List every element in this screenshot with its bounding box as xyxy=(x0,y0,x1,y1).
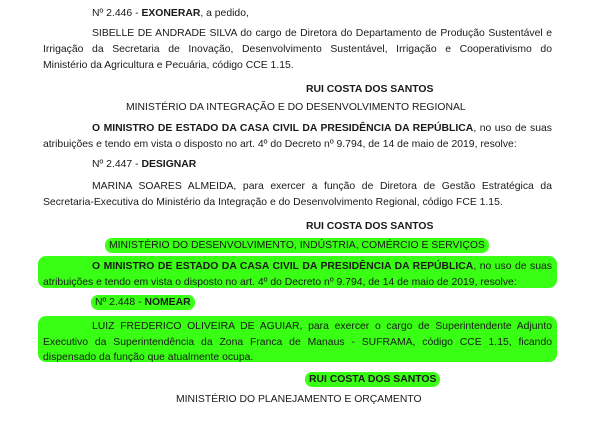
highlighted-text: RUI COSTA DOS SANTOS xyxy=(306,373,439,386)
paragraph-text: , no uso de suas xyxy=(473,261,552,272)
paragraph-line: atribuições e tendo em vista o disposto no art. 4º do Decreto nº 9.794, de 14 de maio de 2019, resolve: xyxy=(43,139,517,150)
highlighted-text: MINISTÉRIO DO DESENVOLVIMENTO, INDÚSTRIA, COMÉRCIO E SERVIÇOS xyxy=(106,239,488,252)
act-number: Nº 2.448 xyxy=(95,297,136,308)
act-2447-heading xyxy=(92,158,196,171)
separator: - xyxy=(132,159,142,170)
act-suffix: , a pedido, xyxy=(200,8,249,19)
paragraph-line: MARINA SOARES ALMEIDA, para exercer a função de Diretora de Gestão Estratégica da xyxy=(92,181,552,192)
paragraph-line: dispensado da função que atualmente ocupa. xyxy=(43,352,254,363)
paragraph-line: Secretaria-Executiva do Ministério da Integração e do Desenvolvimento Regional, código FCE 1.15. xyxy=(43,197,503,208)
paragraph-line: Irrigação da Secretaria de Inovação, Desenvolvimento Sustentável, Irrigação e Cooperativismo do xyxy=(43,44,552,55)
separator: - xyxy=(135,297,145,308)
ministry-heading: MINISTÉRIO DA INTEGRAÇÃO E DO DESENVOLVIMENTO REGIONAL xyxy=(126,102,466,113)
paragraph-line: Executivo da Superintendência da Zona Franca de Manaus - SUFRAMA, código CCE 1.15, ficando xyxy=(43,337,552,348)
lead-text: O MINISTRO DE ESTADO DA CASA CIVIL DA PRESIDÊNCIA DA REPÚBLICA xyxy=(92,123,474,134)
paragraph-line: SIBELLE DE ANDRADE SILVA do cargo de Diretora do Departamento de Produção Sustentável e xyxy=(92,28,552,39)
paragraph-line xyxy=(92,122,552,135)
lead-text: O MINISTRO DE ESTADO DA CASA CIVIL DA PRESIDÊNCIA DA REPÚBLICA xyxy=(92,261,474,272)
paragraph-line: atribuições e tendo em vista o disposto no art. 4º do Decreto nº 9.794, de 14 de maio de 2019, resolve: xyxy=(43,277,517,288)
ministry-heading: MINISTÉRIO DO PLANEJAMENTO E ORÇAMENTO xyxy=(176,394,422,405)
ministry-heading xyxy=(106,239,488,252)
act-2446-heading: Nº 2.446 - EXONERAR, a pedido, xyxy=(92,8,249,19)
paragraph-line: LUIZ FREDERICO OLIVEIRA DE AGUIAR, para exercer o cargo de Superintendente Adjunto xyxy=(92,321,552,332)
act-verb: DESIGNAR xyxy=(141,159,197,170)
act-number: Nº 2.447 xyxy=(92,159,133,170)
paragraph-line: Ministério da Agricultura e Pecuária, código CCE 1.15. xyxy=(43,60,294,71)
act-number: Nº 2.446 xyxy=(92,8,133,19)
signature xyxy=(306,373,439,386)
act-verb: EXONERAR xyxy=(141,8,201,19)
act-verb: NOMEAR xyxy=(144,297,191,308)
signature: RUI COSTA DOS SANTOS xyxy=(306,84,434,95)
paragraph-text: , no uso de suas xyxy=(473,123,552,134)
paragraph-line xyxy=(92,260,552,273)
act-2448-heading xyxy=(92,296,194,309)
signature: RUI COSTA DOS SANTOS xyxy=(306,221,434,232)
